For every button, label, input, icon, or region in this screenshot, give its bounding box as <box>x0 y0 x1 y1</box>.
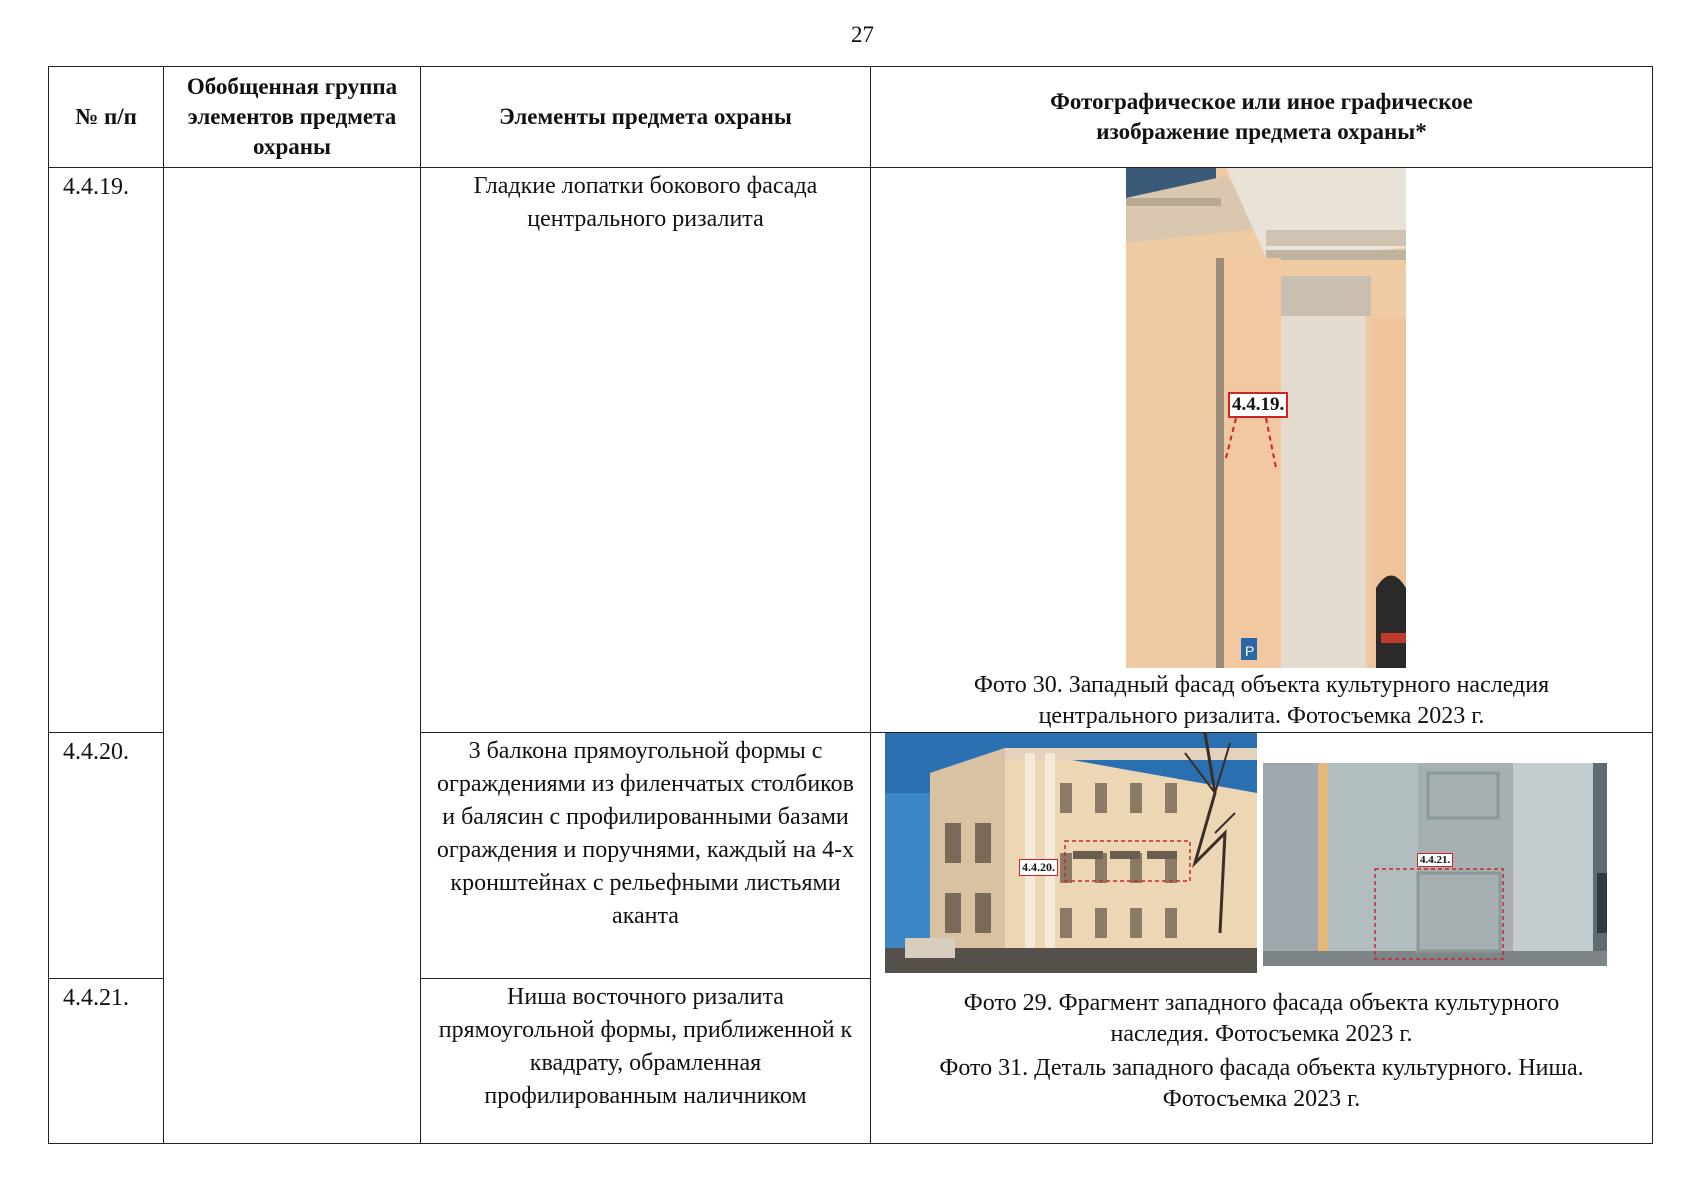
group-cell <box>164 168 421 1144</box>
photo-30 <box>1126 168 1406 668</box>
row-number: 4.4.21. <box>49 979 164 1144</box>
caption-photo-29: Фото 29. Фрагмент западного фасада объекта культурного наследия. Фотосъемка 2023 г. <box>963 990 1560 1047</box>
photo-31 <box>1263 763 1607 966</box>
photo-cell-merged <box>871 733 1653 1144</box>
row-number: 4.4.20. <box>49 733 164 979</box>
row-number: 4.4.19. <box>49 168 164 733</box>
building-fragment-photo <box>885 733 1257 973</box>
protection-elements-table <box>48 66 1653 1144</box>
photo-label-4419: 4.4.19. <box>1228 392 1288 418</box>
header-group: Обобщенная группа элементов предмета охраны <box>164 67 421 168</box>
table-header-row <box>49 67 1653 168</box>
page-number: 27 <box>851 22 874 47</box>
header-elements: Элементы предмета охраны <box>421 67 871 168</box>
header-image: Фотографическое или иное графическое изображение предмета охраны* <box>871 67 1653 168</box>
header-number: № п/п <box>49 67 164 168</box>
caption-photo-31: Фото 31. Деталь западного фасада объекта культурного. Ниша. Фотосъемка 2023 г. <box>939 1055 1584 1112</box>
photo-29 <box>885 733 1257 973</box>
photo-label-4421: 4.4.21. <box>1417 853 1453 867</box>
element-description: Гладкие лопатки бокового фасада центрального ризалита <box>421 168 871 733</box>
table-row <box>49 168 1653 733</box>
caption-photo-30: Фото 30. Западный фасад объекта культурного наследия центрального ризалита. Фотосъемка 2023 г. <box>973 672 1550 729</box>
photo-cell <box>871 168 1653 733</box>
element-description: Ниша восточного ризалита прямоугольной формы, приближенной к квадрату, обрамленная профилированным наличником <box>421 979 871 1144</box>
photo-label-4420: 4.4.20. <box>1019 859 1058 876</box>
svg-text:P: P <box>1245 643 1255 659</box>
element-description: 3 балкона прямоугольной формы с ограждениями из филенчатых столбиков и балясин с профилированными базами ограждения и поручнями, каждый на 4-х кронштейнах с рельефными листьями аканта <box>421 733 871 979</box>
facade-corner-photo <box>1126 168 1406 668</box>
